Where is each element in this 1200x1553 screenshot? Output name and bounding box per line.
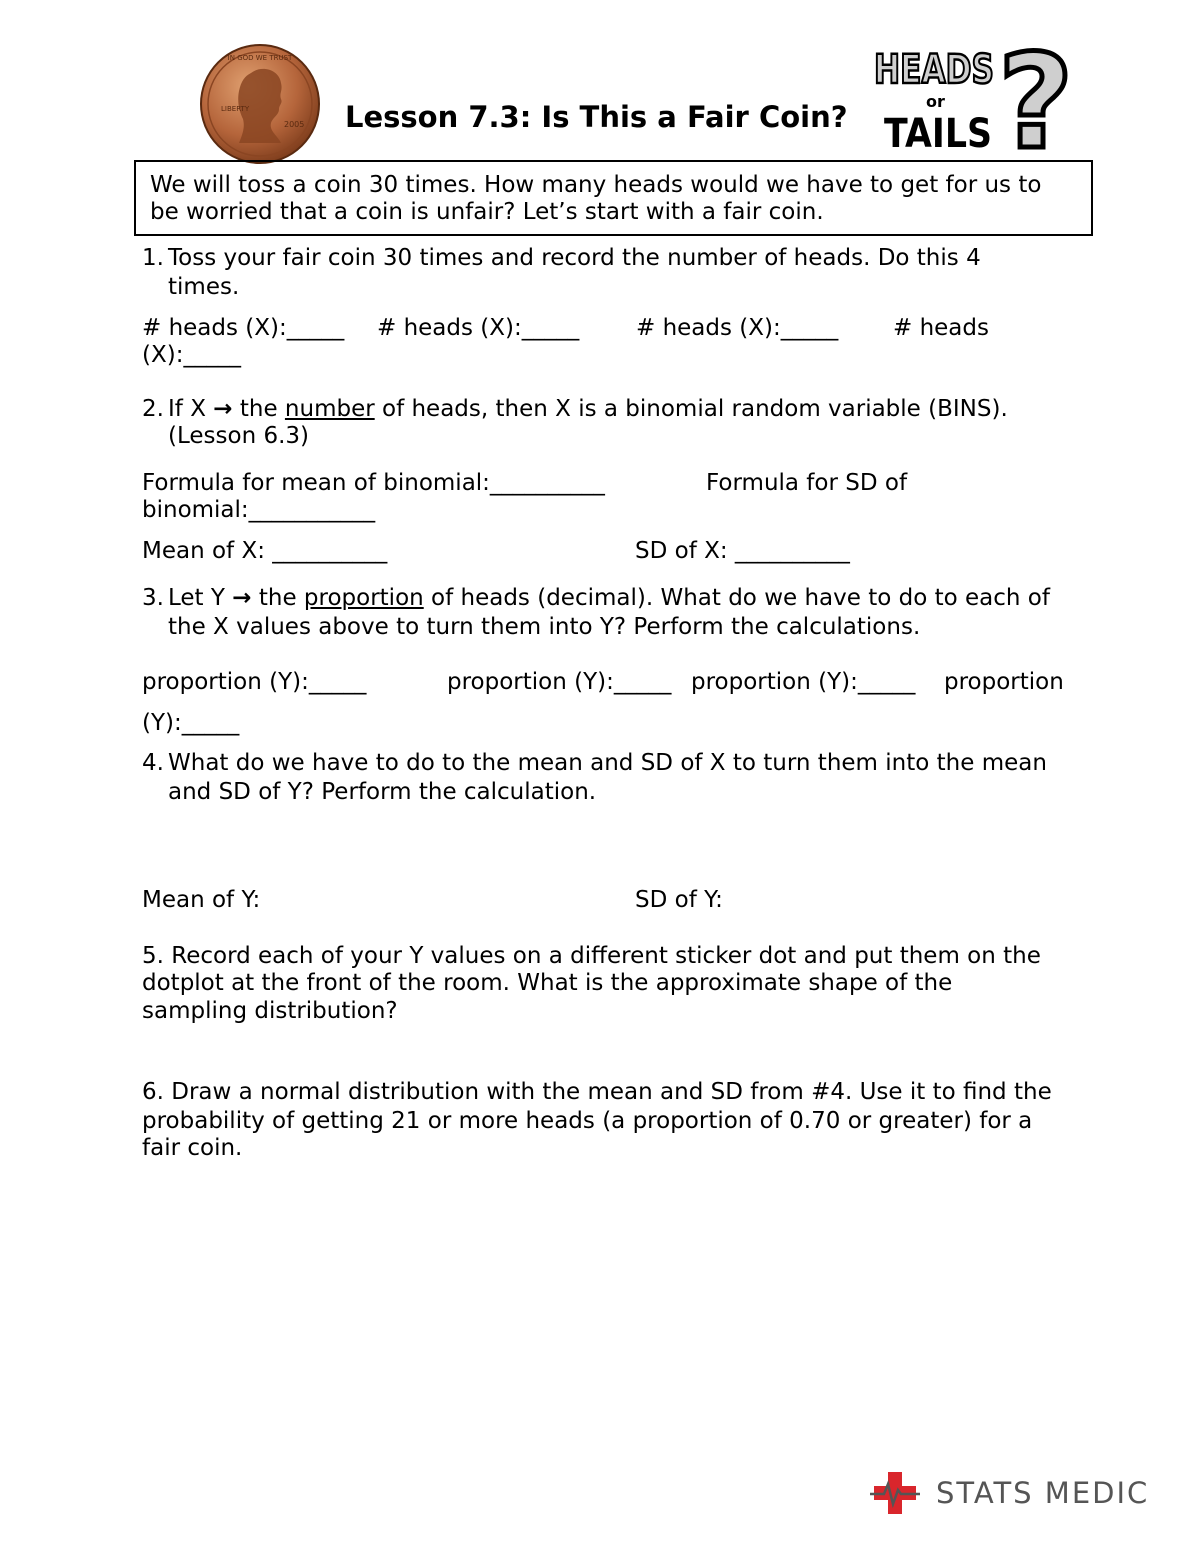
q4-line-2: and SD of Y? Perform the calculation. [168, 779, 597, 805]
q3-line-1 [168, 584, 1050, 612]
stats-medic-wordmark: STATS MEDIC [936, 1476, 1150, 1510]
q3-blank-4-wrap[interactable]: (Y):_____ [142, 710, 240, 736]
q1-number: 1. [142, 245, 164, 271]
q3-underlined-word: proportion [303, 585, 424, 611]
intro-line-1: We will toss a coin 30 times. How many heads would we have to get for us to [150, 172, 1042, 198]
q1-blank-1[interactable]: # heads (X):_____ [142, 315, 345, 341]
q2-number: 2. [142, 396, 164, 422]
q3-pre: Let Y [168, 585, 233, 611]
penny-image [199, 43, 321, 165]
q1-line-2: times. [168, 274, 240, 300]
q4-line-1: What do we have to do to the mean and SD of X to turn them into the mean [168, 750, 1047, 776]
q6-line-2: probability of getting 21 or more heads (a proportion of 0.70 or greater) for a [142, 1108, 1033, 1134]
page-title: Lesson 7.3: Is This a Fair Coin? [345, 100, 848, 134]
q6-line-1: 6. Draw a normal distribution with the mean and SD from #4. Use it to find the [142, 1079, 1052, 1105]
q6-line-3: fair coin. [142, 1135, 243, 1161]
q2-mid: the [232, 396, 285, 422]
mean-x-field[interactable]: Mean of X: __________ [142, 538, 388, 564]
q1-blank-4-wrap[interactable]: (X):_____ [142, 342, 241, 368]
intro-box [134, 160, 1093, 236]
q2-line-1 [168, 395, 1008, 423]
formula-sd-field[interactable]: binomial:___________ [142, 497, 376, 523]
logo-question-mark: ? [998, 26, 1074, 178]
sd-x-field[interactable]: SD of X: __________ [635, 538, 850, 564]
logo-tails: TAILS [884, 111, 992, 157]
q3-blank-4[interactable]: proportion [944, 669, 1064, 695]
q5-line-1: 5. Record each of your Y values on a different sticker dot and put them on the [142, 943, 1041, 969]
q1-blank-2[interactable]: # heads (X):_____ [377, 315, 580, 341]
medical-cross-icon [870, 1470, 920, 1516]
coin-year: 2005 [284, 120, 305, 129]
q3-post: of heads (decimal). What do we have to do to each of [423, 585, 1050, 611]
q5-line-3: sampling distribution? [142, 998, 398, 1024]
coin-motto: IN GOD WE TRUST [227, 54, 293, 62]
logo-heads: HEADS [874, 47, 994, 93]
q3-blank-2[interactable]: proportion (Y):_____ [447, 669, 672, 695]
q2-pre: If X [168, 396, 214, 422]
q1-blank-3[interactable]: # heads (X):_____ [636, 315, 839, 341]
arrow-icon: → [232, 585, 252, 611]
q2-post: of heads, then X is a binomial random variable (BINS). [374, 396, 1008, 422]
q1-line-1: Toss your fair coin 30 times and record the number of heads. Do this 4 [168, 245, 981, 271]
q5-line-2: dotplot at the front of the room. What is the approximate shape of the [142, 970, 953, 996]
formula-sd-label: Formula for SD of [706, 470, 908, 496]
heads-or-tails-logo [870, 25, 1074, 178]
q1-blank-4[interactable]: # heads [893, 315, 989, 341]
arrow-icon: → [213, 396, 233, 422]
q2-line-2: (Lesson 6.3) [168, 423, 310, 449]
intro-line-2: be worried that a coin is unfair? Let’s start with a fair coin. [150, 199, 824, 225]
q3-line-2: the X values above to turn them into Y? Perform the calculations. [168, 614, 921, 640]
q3-mid: the [251, 585, 304, 611]
coin-liberty: LIBERTY [221, 105, 250, 113]
q2-underlined-word: number [284, 396, 375, 422]
q3-number: 3. [142, 585, 164, 611]
q4-number: 4. [142, 750, 164, 776]
stats-medic-logo [870, 1470, 1160, 1518]
sd-y-field[interactable]: SD of Y: [635, 887, 723, 913]
q3-blank-3[interactable]: proportion (Y):_____ [691, 669, 916, 695]
formula-mean-field[interactable]: Formula for mean of binomial:__________ [142, 470, 605, 496]
q3-blank-1[interactable]: proportion (Y):_____ [142, 669, 367, 695]
logo-or: or [926, 92, 945, 111]
mean-y-field[interactable]: Mean of Y: [142, 887, 261, 913]
